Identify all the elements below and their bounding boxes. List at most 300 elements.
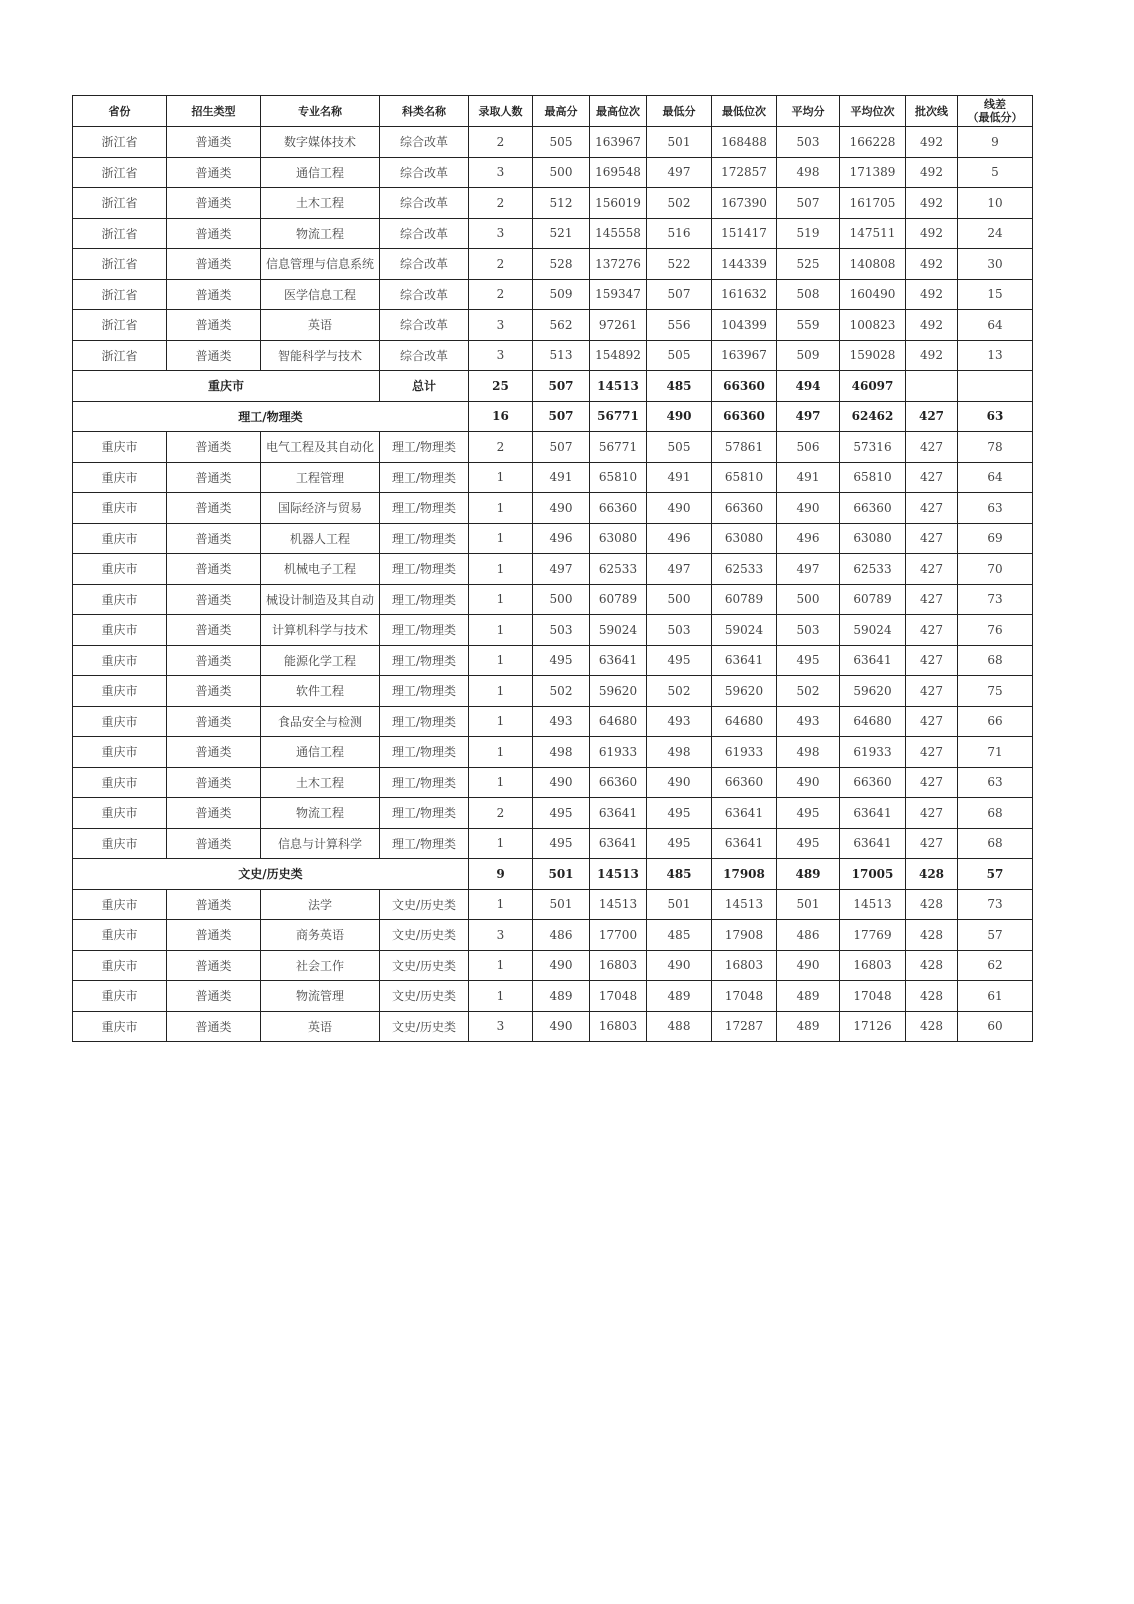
table-row — [73, 462, 1033, 493]
cell-category: 综合改革 — [380, 249, 469, 280]
cell-max-score: 502 — [533, 676, 590, 707]
cell-min-score: 498 — [647, 737, 712, 768]
cell-major: 医学信息工程 — [261, 279, 380, 310]
cell-max-score: 513 — [533, 340, 590, 371]
total-max: 507 — [533, 371, 590, 402]
cell-count: 1 — [469, 981, 533, 1012]
table-row — [73, 554, 1033, 585]
cell-count: 1 — [469, 554, 533, 585]
cell-enroll-type: 普通类 — [167, 462, 261, 493]
cell-line-diff: 73 — [958, 584, 1033, 615]
table-row — [73, 737, 1033, 768]
table-row — [73, 798, 1033, 829]
cell-enroll-type: 普通类 — [167, 523, 261, 554]
header-category: 科类名称 — [380, 96, 469, 127]
cell-avg-score: 498 — [777, 737, 840, 768]
cell-avg-rank: 17769 — [840, 920, 906, 951]
cell-line-diff: 5 — [958, 157, 1033, 188]
cell-count: 2 — [469, 188, 533, 219]
cell-max-score: 497 — [533, 554, 590, 585]
cell-max-score: 509 — [533, 279, 590, 310]
cell-count: 3 — [469, 1011, 533, 1042]
cell-count: 1 — [469, 523, 533, 554]
cell-avg-score: 509 — [777, 340, 840, 371]
cell-max-rank: 17700 — [590, 920, 647, 951]
table-row — [73, 523, 1033, 554]
table-row — [73, 645, 1033, 676]
cell-avg-score: 525 — [777, 249, 840, 280]
cell-avg-score: 495 — [777, 828, 840, 859]
science-min: 490 — [647, 401, 712, 432]
table-row — [73, 584, 1033, 615]
cell-line-diff: 60 — [958, 1011, 1033, 1042]
cell-batch-line: 428 — [906, 889, 958, 920]
cell-avg-rank: 63641 — [840, 828, 906, 859]
cell-line-diff: 63 — [958, 767, 1033, 798]
cell-batch-line: 427 — [906, 676, 958, 707]
cell-avg-score: 508 — [777, 279, 840, 310]
cell-major: 软件工程 — [261, 676, 380, 707]
cell-max-rank: 145558 — [590, 218, 647, 249]
cell-province: 重庆市 — [73, 1011, 167, 1042]
cell-max-rank: 63080 — [590, 523, 647, 554]
cell-count: 1 — [469, 584, 533, 615]
cell-province: 重庆市 — [73, 554, 167, 585]
cell-max-score: 496 — [533, 523, 590, 554]
cell-province: 浙江省 — [73, 127, 167, 158]
cell-min-rank: 167390 — [712, 188, 777, 219]
cell-max-rank: 62533 — [590, 554, 647, 585]
cell-min-rank: 63641 — [712, 645, 777, 676]
cell-major: 国际经济与贸易 — [261, 493, 380, 524]
cell-count: 1 — [469, 737, 533, 768]
cell-avg-score: 501 — [777, 889, 840, 920]
header-min-score: 最低分 — [647, 96, 712, 127]
cell-count: 1 — [469, 889, 533, 920]
cell-province: 重庆市 — [73, 432, 167, 463]
cell-min-score: 556 — [647, 310, 712, 341]
cell-province: 重庆市 — [73, 584, 167, 615]
cell-avg-rank: 17048 — [840, 981, 906, 1012]
cell-major: 物流管理 — [261, 981, 380, 1012]
cell-max-score: 512 — [533, 188, 590, 219]
cell-count: 3 — [469, 157, 533, 188]
cell-batch-line: 492 — [906, 279, 958, 310]
cell-province: 重庆市 — [73, 737, 167, 768]
cell-avg-rank: 66360 — [840, 767, 906, 798]
cell-avg-score: 490 — [777, 493, 840, 524]
cell-min-score: 490 — [647, 493, 712, 524]
cell-category: 综合改革 — [380, 310, 469, 341]
header-row — [73, 96, 1033, 127]
cell-count: 2 — [469, 127, 533, 158]
liberal-min: 485 — [647, 859, 712, 890]
cell-avg-score: 493 — [777, 706, 840, 737]
cell-line-diff: 10 — [958, 188, 1033, 219]
cell-line-diff: 13 — [958, 340, 1033, 371]
header-line-diff-title: 线差 — [984, 98, 1006, 111]
cell-min-score: 495 — [647, 828, 712, 859]
chongqing-total-section — [73, 371, 1033, 432]
cell-max-score: 505 — [533, 127, 590, 158]
liberal-avg-rank: 17005 — [840, 859, 906, 890]
cell-max-rank: 66360 — [590, 493, 647, 524]
cell-avg-rank: 159028 — [840, 340, 906, 371]
cell-avg-rank: 63641 — [840, 645, 906, 676]
cell-major: 通信工程 — [261, 157, 380, 188]
cell-batch-line: 428 — [906, 950, 958, 981]
cell-category: 理工/物理类 — [380, 645, 469, 676]
cell-province: 重庆市 — [73, 676, 167, 707]
cell-count: 1 — [469, 493, 533, 524]
header-max-rank: 最高位次 — [590, 96, 647, 127]
cell-max-rank: 66360 — [590, 767, 647, 798]
cell-min-rank: 59024 — [712, 615, 777, 646]
cell-count: 2 — [469, 249, 533, 280]
cell-count: 2 — [469, 432, 533, 463]
cell-min-score: 495 — [647, 798, 712, 829]
cell-major: 通信工程 — [261, 737, 380, 768]
cell-count: 1 — [469, 828, 533, 859]
cell-province: 重庆市 — [73, 828, 167, 859]
table-row — [73, 432, 1033, 463]
cell-category: 理工/物理类 — [380, 798, 469, 829]
cell-avg-rank: 166228 — [840, 127, 906, 158]
science-min-rank: 66360 — [712, 401, 777, 432]
cell-max-score: 495 — [533, 798, 590, 829]
cell-min-rank: 17287 — [712, 1011, 777, 1042]
liberal-count: 9 — [469, 859, 533, 890]
cell-count: 1 — [469, 676, 533, 707]
cell-min-rank: 66360 — [712, 493, 777, 524]
cell-major: 法学 — [261, 889, 380, 920]
cell-category: 理工/物理类 — [380, 767, 469, 798]
header-batch-line: 批次线 — [906, 96, 958, 127]
cell-min-rank: 60789 — [712, 584, 777, 615]
cell-max-score: 490 — [533, 493, 590, 524]
cell-line-diff: 76 — [958, 615, 1033, 646]
header-line-diff — [958, 96, 1033, 127]
cell-min-rank: 17908 — [712, 920, 777, 951]
cell-enroll-type: 普通类 — [167, 157, 261, 188]
header-province: 省份 — [73, 96, 167, 127]
cell-avg-rank: 59620 — [840, 676, 906, 707]
cell-avg-rank: 63080 — [840, 523, 906, 554]
total-min: 485 — [647, 371, 712, 402]
cell-major: 土木工程 — [261, 767, 380, 798]
cell-min-rank: 144339 — [712, 249, 777, 280]
cell-min-rank: 66360 — [712, 767, 777, 798]
science-diff: 63 — [958, 401, 1033, 432]
cell-province: 浙江省 — [73, 340, 167, 371]
cell-max-score: 490 — [533, 767, 590, 798]
cell-major: 计算机科学与技术 — [261, 615, 380, 646]
table-row — [73, 767, 1033, 798]
cell-line-diff: 9 — [958, 127, 1033, 158]
cell-major: 英语 — [261, 310, 380, 341]
cell-enroll-type: 普通类 — [167, 950, 261, 981]
cell-category: 理工/物理类 — [380, 706, 469, 737]
cell-max-rank: 59024 — [590, 615, 647, 646]
table-row — [73, 615, 1033, 646]
cell-max-score: 493 — [533, 706, 590, 737]
cell-max-score: 491 — [533, 462, 590, 493]
cell-enroll-type: 普通类 — [167, 615, 261, 646]
cell-category: 文史/历史类 — [380, 889, 469, 920]
cell-min-rank: 16803 — [712, 950, 777, 981]
cell-min-score: 505 — [647, 340, 712, 371]
liberal-max-rank: 14513 — [590, 859, 647, 890]
cell-avg-score: 507 — [777, 188, 840, 219]
cell-max-rank: 65810 — [590, 462, 647, 493]
cell-min-score: 502 — [647, 188, 712, 219]
cell-major: 商务英语 — [261, 920, 380, 951]
header-major: 专业名称 — [261, 96, 380, 127]
cell-max-rank: 61933 — [590, 737, 647, 768]
cell-avg-score: 495 — [777, 798, 840, 829]
cell-enroll-type: 普通类 — [167, 1011, 261, 1042]
cell-batch-line: 427 — [906, 584, 958, 615]
cell-enroll-type: 普通类 — [167, 889, 261, 920]
cell-max-rank: 14513 — [590, 889, 647, 920]
cell-line-diff: 15 — [958, 279, 1033, 310]
cell-category: 文史/历史类 — [380, 920, 469, 951]
cell-max-score: 490 — [533, 1011, 590, 1042]
cell-avg-rank: 160490 — [840, 279, 906, 310]
cell-category: 综合改革 — [380, 157, 469, 188]
cell-major: 土木工程 — [261, 188, 380, 219]
cell-batch-line: 427 — [906, 523, 958, 554]
cell-batch-line: 492 — [906, 188, 958, 219]
cell-max-score: 489 — [533, 981, 590, 1012]
cell-category: 综合改革 — [380, 188, 469, 219]
cell-enroll-type: 普通类 — [167, 218, 261, 249]
cell-province: 重庆市 — [73, 645, 167, 676]
cell-min-rank: 163967 — [712, 340, 777, 371]
cell-min-rank: 65810 — [712, 462, 777, 493]
cell-min-rank: 63641 — [712, 828, 777, 859]
cell-category: 理工/物理类 — [380, 737, 469, 768]
chongqing-total-row — [73, 371, 1033, 402]
cell-avg-score: 502 — [777, 676, 840, 707]
cell-min-rank: 62533 — [712, 554, 777, 585]
cell-min-score: 490 — [647, 950, 712, 981]
cell-line-diff: 62 — [958, 950, 1033, 981]
total-avg-rank: 46097 — [840, 371, 906, 402]
total-max-rank: 14513 — [590, 371, 647, 402]
cell-category: 理工/物理类 — [380, 615, 469, 646]
cell-min-score: 488 — [647, 1011, 712, 1042]
cell-enroll-type: 普通类 — [167, 798, 261, 829]
science-rows — [73, 432, 1033, 859]
cell-province: 浙江省 — [73, 157, 167, 188]
cell-province: 浙江省 — [73, 310, 167, 341]
cell-enroll-type: 普通类 — [167, 554, 261, 585]
cell-category: 综合改革 — [380, 279, 469, 310]
total-count: 25 — [469, 371, 533, 402]
cell-count: 1 — [469, 950, 533, 981]
cell-max-score: 500 — [533, 584, 590, 615]
cell-batch-line: 427 — [906, 706, 958, 737]
cell-min-rank: 63641 — [712, 798, 777, 829]
zhejiang-rows — [73, 127, 1033, 371]
cell-category: 综合改革 — [380, 218, 469, 249]
cell-max-rank: 156019 — [590, 188, 647, 219]
cell-avg-score: 491 — [777, 462, 840, 493]
table-row — [73, 981, 1033, 1012]
cell-major: 食品安全与检测 — [261, 706, 380, 737]
total-province: 重庆市 — [73, 371, 380, 402]
liberal-summary-section — [73, 859, 1033, 890]
cell-province: 浙江省 — [73, 218, 167, 249]
cell-major: 机器人工程 — [261, 523, 380, 554]
cell-avg-score: 559 — [777, 310, 840, 341]
cell-avg-rank: 66360 — [840, 493, 906, 524]
liberal-min-rank: 17908 — [712, 859, 777, 890]
cell-avg-rank: 147511 — [840, 218, 906, 249]
cell-category: 理工/物理类 — [380, 432, 469, 463]
cell-category: 文史/历史类 — [380, 950, 469, 981]
cell-avg-rank: 140808 — [840, 249, 906, 280]
table-row — [73, 310, 1033, 341]
cell-max-rank: 63641 — [590, 828, 647, 859]
cell-avg-score: 500 — [777, 584, 840, 615]
cell-category: 综合改革 — [380, 340, 469, 371]
cell-avg-rank: 17126 — [840, 1011, 906, 1042]
cell-province: 重庆市 — [73, 889, 167, 920]
cell-max-score: 521 — [533, 218, 590, 249]
liberal-avg: 489 — [777, 859, 840, 890]
cell-province: 浙江省 — [73, 279, 167, 310]
cell-avg-score: 490 — [777, 950, 840, 981]
cell-line-diff: 75 — [958, 676, 1033, 707]
cell-batch-line: 427 — [906, 767, 958, 798]
cell-enroll-type: 普通类 — [167, 584, 261, 615]
cell-enroll-type: 普通类 — [167, 279, 261, 310]
table-row — [73, 218, 1033, 249]
cell-line-diff: 64 — [958, 310, 1033, 341]
table-row — [73, 157, 1033, 188]
cell-enroll-type: 普通类 — [167, 737, 261, 768]
table-row — [73, 920, 1033, 951]
cell-avg-score: 486 — [777, 920, 840, 951]
cell-min-score: 490 — [647, 767, 712, 798]
cell-batch-line: 492 — [906, 310, 958, 341]
cell-batch-line: 492 — [906, 127, 958, 158]
cell-line-diff: 70 — [958, 554, 1033, 585]
cell-batch-line: 427 — [906, 828, 958, 859]
cell-avg-rank: 65810 — [840, 462, 906, 493]
cell-count: 1 — [469, 462, 533, 493]
cell-major: 机械电子工程 — [261, 554, 380, 585]
cell-province: 重庆市 — [73, 462, 167, 493]
cell-batch-line: 492 — [906, 340, 958, 371]
liberal-summary-row — [73, 859, 1033, 890]
cell-line-diff: 30 — [958, 249, 1033, 280]
cell-min-score: 501 — [647, 127, 712, 158]
cell-major: 智能科学与技术 — [261, 340, 380, 371]
cell-major: 英语 — [261, 1011, 380, 1042]
cell-batch-line: 428 — [906, 920, 958, 951]
cell-batch-line: 427 — [906, 493, 958, 524]
header-count: 录取人数 — [469, 96, 533, 127]
table-row — [73, 188, 1033, 219]
science-summary-row — [73, 401, 1033, 432]
cell-min-rank: 168488 — [712, 127, 777, 158]
liberal-rows — [73, 889, 1033, 1042]
cell-line-diff: 68 — [958, 828, 1033, 859]
cell-min-score: 491 — [647, 462, 712, 493]
cell-major: 社会工作 — [261, 950, 380, 981]
cell-major: 物流工程 — [261, 798, 380, 829]
cell-max-rank: 60789 — [590, 584, 647, 615]
cell-min-rank: 57861 — [712, 432, 777, 463]
science-count: 16 — [469, 401, 533, 432]
cell-count: 1 — [469, 767, 533, 798]
cell-min-score: 485 — [647, 920, 712, 951]
cell-line-diff: 69 — [958, 523, 1033, 554]
table-row — [73, 493, 1033, 524]
science-max: 507 — [533, 401, 590, 432]
cell-enroll-type: 普通类 — [167, 767, 261, 798]
science-avg-rank: 62462 — [840, 401, 906, 432]
cell-max-rank: 159347 — [590, 279, 647, 310]
cell-max-rank: 169548 — [590, 157, 647, 188]
cell-avg-rank: 63641 — [840, 798, 906, 829]
cell-province: 重庆市 — [73, 493, 167, 524]
table-row — [73, 340, 1033, 371]
cell-province: 重庆市 — [73, 920, 167, 951]
cell-avg-rank: 100823 — [840, 310, 906, 341]
cell-batch-line: 492 — [906, 249, 958, 280]
cell-max-rank: 64680 — [590, 706, 647, 737]
cell-min-rank: 64680 — [712, 706, 777, 737]
cell-min-score: 502 — [647, 676, 712, 707]
cell-min-score: 497 — [647, 554, 712, 585]
cell-min-score: 500 — [647, 584, 712, 615]
cell-max-score: 486 — [533, 920, 590, 951]
cell-max-rank: 16803 — [590, 1011, 647, 1042]
cell-max-rank: 17048 — [590, 981, 647, 1012]
total-label: 总计 — [380, 371, 469, 402]
header-max-score: 最高分 — [533, 96, 590, 127]
header-enroll-type: 招生类型 — [167, 96, 261, 127]
cell-major: 数字媒体技术 — [261, 127, 380, 158]
cell-count: 3 — [469, 340, 533, 371]
cell-category: 理工/物理类 — [380, 462, 469, 493]
cell-enroll-type: 普通类 — [167, 340, 261, 371]
cell-min-rank: 17048 — [712, 981, 777, 1012]
cell-batch-line: 428 — [906, 981, 958, 1012]
cell-max-score: 507 — [533, 432, 590, 463]
cell-avg-rank: 64680 — [840, 706, 906, 737]
cell-count: 1 — [469, 645, 533, 676]
cell-max-rank: 154892 — [590, 340, 647, 371]
cell-batch-line: 428 — [906, 1011, 958, 1042]
cell-province: 浙江省 — [73, 249, 167, 280]
cell-max-rank: 16803 — [590, 950, 647, 981]
cell-batch-line: 427 — [906, 615, 958, 646]
cell-min-score: 522 — [647, 249, 712, 280]
cell-major: 信息与计算科学 — [261, 828, 380, 859]
table-row — [73, 127, 1033, 158]
cell-province: 重庆市 — [73, 767, 167, 798]
cell-max-rank: 163967 — [590, 127, 647, 158]
cell-max-score: 562 — [533, 310, 590, 341]
cell-category: 理工/物理类 — [380, 584, 469, 615]
cell-major: 物流工程 — [261, 218, 380, 249]
cell-province: 重庆市 — [73, 981, 167, 1012]
